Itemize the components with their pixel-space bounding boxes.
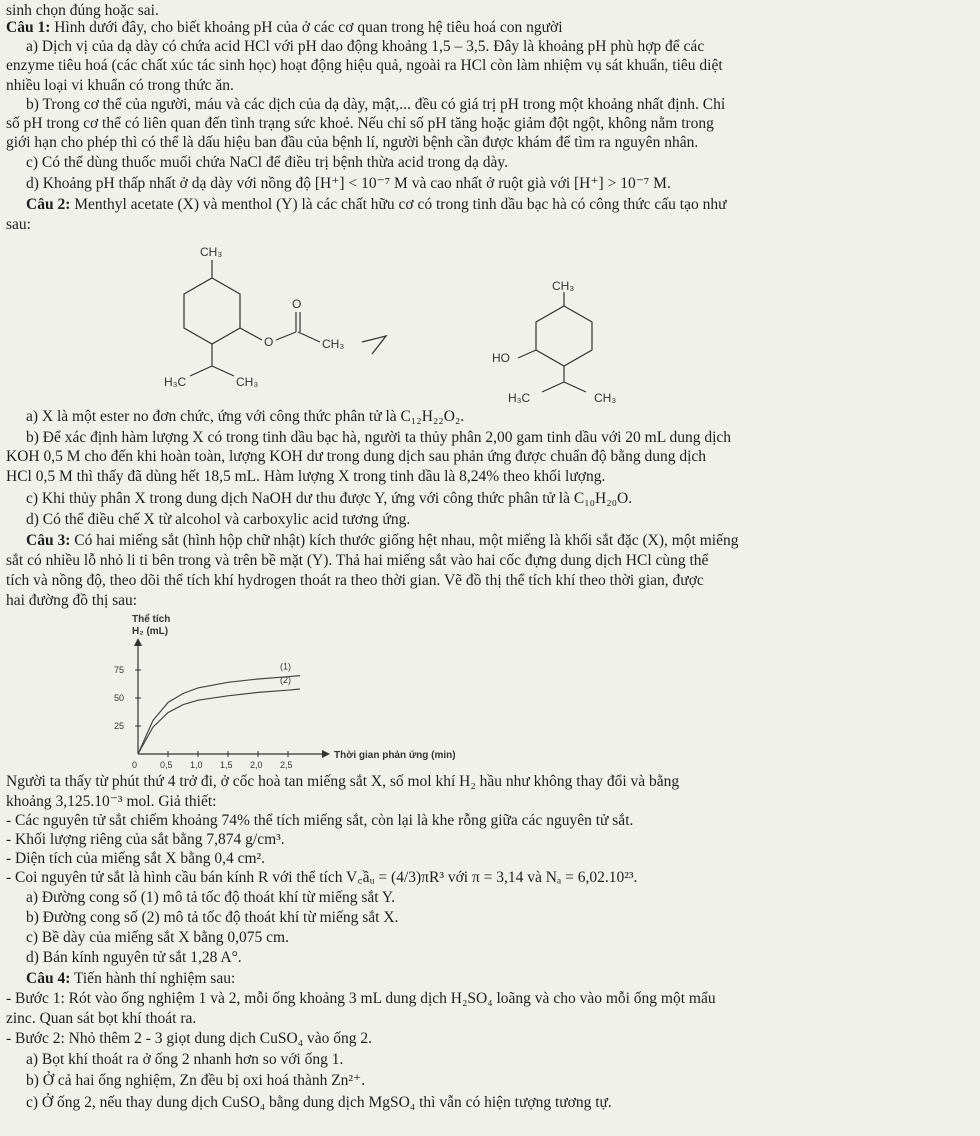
y-ch3-bottom: CH₃ [594, 391, 617, 405]
gas-volume-chart [90, 610, 530, 770]
q4-step1-line2: zinc. Quan sát bọt khí thoát ra. [6, 1010, 197, 1027]
chart-series-2-line [138, 689, 300, 754]
q4-intro: Tiến hành thí nghiệm sau: [70, 970, 236, 987]
chart-x-arrow [322, 750, 330, 758]
chart-y-tick-label: 50 [114, 693, 125, 703]
menthyl-acetate-structure [150, 236, 460, 406]
x-h3c: H₃C [164, 375, 187, 389]
chart-series-1-line [138, 676, 300, 754]
q1-d-end: . [666, 175, 671, 192]
q2-a: a) X là một ester no đơn chức, ứng với công thức phân tử là C₁₂H₂₂O₂. [26, 408, 465, 425]
q2-b-line3: HCl 0,5 M thì thấy đã dùng hết 18,5 mL. Hàm lượng X trong tinh dầu là 8,24% theo khối lượng. [6, 468, 606, 485]
q4-title: Câu 4: [26, 970, 71, 987]
chart-x-tick-label: 2,0 [250, 760, 263, 770]
x-ch3-top: CH₃ [200, 245, 223, 259]
q2-heading [26, 196, 727, 214]
q3-after-line2: khoảng 3,125.10⁻³ mol. Giả thiết: [6, 793, 217, 810]
q3-given-1: - Các nguyên tử sắt chiếm khoảng 74% thể tích miếng sắt, còn lại là khe rỗng giữa các nguyên tử sắt. [6, 812, 634, 829]
q3-intro-line1: Có hai miếng sắt (hình hộp chữ nhật) kích thước giống hệt nhau, một miếng là khối sắt đặc (X), một miếng [70, 532, 739, 549]
q1-b-line2: số pH trong cơ thể có liên quan đến tình trạng sức khoẻ. Nếu chỉ số pH tăng hoặc giảm đột ngột, không nằm trong [6, 115, 714, 132]
q1-d-cond2: [H⁺] > 10⁻⁷ M [574, 175, 667, 192]
q1-a-line2: enzyme tiêu hoá (các chất xúc tác sinh học) hoạt động hiệu quả, ngoài ra HCl còn làm nhiệm vụ sát khuẩn, tiêu diệt [6, 57, 723, 74]
q4-step2: - Bước 2: Nhỏ thêm 2 - 3 giọt dung dịch CuSO₄ vào ống 2. [6, 1030, 372, 1047]
q2-d: d) Có thể điều chế X từ alcohol và carboxylic acid tương ứng. [26, 511, 411, 528]
q1-b-line1: b) Trong cơ thể của người, máu và các dịch của dạ dày, mật,... đều có giá trị pH trong một khoảng nhất định. Chỉ [26, 96, 726, 113]
y-ch3-top: CH₃ [552, 279, 575, 293]
q3-intro-line3: tích và nồng độ, theo dõi thể tích khí hydrogen thoát ra theo thời gian. Vẽ đồ thị thể tích khí theo thời gian, được [6, 572, 704, 589]
q4-step1-line1: - Bước 1: Rót vào ống nghiệm 1 và 2, mỗi ống khoảng 3 mL dung dịch H₂SO₄ loãng và cho vào mỗi ống một mẩu [6, 990, 716, 1007]
q4-heading [26, 970, 235, 988]
y-h3c: H₃C [508, 391, 531, 405]
chart-x-tick-label: 2,5 [280, 760, 293, 770]
q2-c: c) Khi thủy phân X trong dung dịch NaOH dư thu được Y, ứng với công thức phân tử là C₁₀H₂₀O. [26, 490, 633, 507]
chart-ylabel-line1: Thể tích [132, 614, 171, 625]
chart-xlabel: Thời gian phản ứng (min) [334, 750, 456, 761]
q2-b-line1: b) Để xác định hàm lượng X có trong tinh dầu bạc hà, người ta thủy phân 2,00 gam tinh dầu với 20 mL dung dịch [26, 429, 732, 446]
q2-title: Câu 2: [26, 196, 71, 213]
q2-b-line2: KOH 0,5 M cho đến khi hoàn toàn, lượng KOH dư trong dung dịch sau phản ứng được chuẩn độ bằng dung dịch [6, 448, 707, 465]
q3-given-3: - Diện tích của miếng sắt X bằng 0,4 cm². [6, 850, 266, 867]
chart-series-2-label: (2) [280, 675, 291, 686]
q3-heading [26, 532, 738, 550]
q3-a: a) Đường cong số (1) mô tả tốc độ thoát khí từ miếng sắt Y. [26, 889, 395, 906]
chart-y-tick-label: 25 [114, 721, 125, 731]
x-o-ring: O [264, 335, 274, 349]
x-o-carbonyl: O [292, 297, 302, 311]
q1-c: c) Có thể dùng thuốc muối chứa NaCl để điều trị bệnh thừa acid trong dạ dày. [26, 154, 508, 171]
q1-d-part1: d) Khoảng pH thấp nhất ở dạ dày với nồng độ [26, 175, 315, 192]
q1-title: Câu 1: [6, 19, 51, 36]
q3-intro-line4: hai đường đồ thị sau: [6, 592, 138, 609]
q3-title: Câu 3: [26, 532, 71, 549]
q1-d [26, 175, 671, 193]
q4-c: c) Ở ống 2, nếu thay dung dịch CuSO₄ bằng dung dịch MgSO₄ thì vẫn có hiện tượng tương tự. [26, 1094, 612, 1111]
top-line: sinh chọn đúng hoặc sai. [6, 2, 159, 19]
chart-x-tick-label: 1,0 [190, 760, 203, 770]
q1-b-line3: giới hạn cho phép thì có thể là dấu hiệu ban đầu của bệnh lí, người bệnh cần được khám để tìm ra nguyên nhân. [6, 134, 699, 151]
q1-a-line3: nhiều loại vi khuẩn có trong thức ăn. [6, 77, 234, 94]
q2-intro: Menthyl acetate (X) và menthol (Y) là các chất hữu cơ có trong tinh dầu bạc hà có công thức cấu tạo như [70, 196, 727, 213]
q3-after-line1: Người ta thấy từ phút thứ 4 trở đi, ở cốc hoà tan miếng sắt X, số mol khí H₂ hầu như không thay đổi và bằng [6, 773, 680, 790]
chart-x-tick-label: 0,5 [160, 760, 173, 770]
chart-y-tick-label: 75 [114, 665, 125, 675]
q3-given-4: - Coi nguyên tử sắt là hình cầu bán kính R với thể tích V꜀ầᵤ = (4/3)πR³ với π = 3,14 và Nₐ = 6,02.10²³. [6, 869, 638, 886]
chart-x-tick-label: 1,5 [220, 760, 233, 770]
q1-heading [6, 19, 563, 37]
x-ch3-bottom: CH₃ [236, 375, 259, 389]
x-ch3-ester: CH₃ [322, 337, 345, 351]
q1-d-part2: và cao nhất ở ruột già với [407, 175, 575, 192]
q3-c: c) Bề dày của miếng sắt X bằng 0,075 cm. [26, 929, 289, 946]
chart-x-tick-label: 0 [132, 760, 138, 770]
q4-a: a) Bọt khí thoát ra ở ống 2 nhanh hơn so với ống 1. [26, 1051, 344, 1068]
chart-ylabel-line2: H₂ (mL) [132, 626, 169, 637]
q1-intro: Hình dưới đây, cho biết khoảng pH của ở các cơ quan trong hệ tiêu hoá con người [50, 19, 563, 36]
chart-series-1-label: (1) [280, 661, 291, 672]
q1-d-cond1: [H⁺] < 10⁻⁷ M [314, 175, 408, 192]
q3-given-2: - Khối lượng riêng của sắt bằng 7,874 g/cm³. [6, 831, 285, 848]
q1-a-line1: a) Dịch vị của dạ dày có chứa acid HCl với pH dao động khoảng 1,5 – 3,5. Đây là khoảng pH phù hợp để các [26, 38, 705, 55]
q2-sau: sau: [6, 216, 31, 233]
chart-y-arrow [134, 638, 142, 646]
q4-b: b) Ở cả hai ống nghiệm, Zn đều bị oxi hoá thành Zn²⁺. [26, 1072, 366, 1089]
q3-intro-line2: sắt có nhiều lỗ nhỏ li ti bên trong và trên bề mặt (Y). Thả hai miếng sắt vào hai cốc đựng dung dịch HCl cùng thể [6, 552, 709, 569]
q3-b: b) Đường cong số (2) mô tả tốc độ thoát khí từ miếng sắt X. [26, 909, 399, 926]
q3-d: d) Bán kính nguyên tử sắt 1,28 A°. [26, 949, 242, 966]
menthol-structure [470, 278, 650, 406]
y-ho: HO [492, 351, 510, 365]
